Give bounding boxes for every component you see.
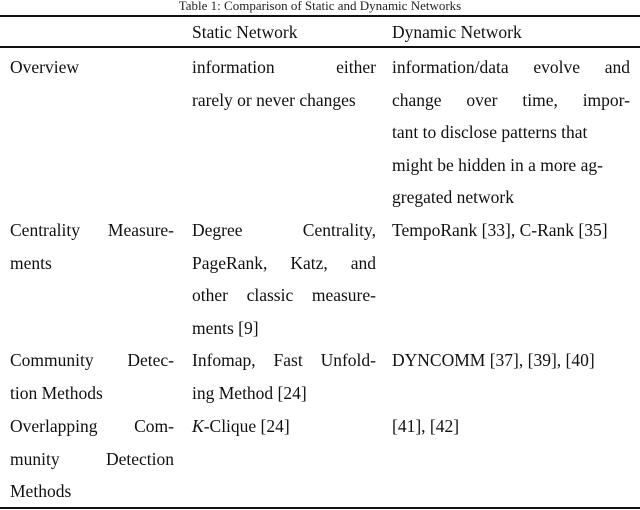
dynamic-centrality-cell [392, 214, 630, 247]
word: over [466, 89, 498, 110]
word: Measure- [107, 220, 174, 240]
row-label-overview [10, 51, 174, 84]
text-line [392, 51, 630, 84]
label-line: Overview [10, 57, 80, 77]
text-line: tant to disclose patterns that [392, 122, 588, 142]
word: Unfold- [320, 350, 376, 370]
word: Community [10, 350, 94, 370]
word: Infomap, [192, 350, 256, 370]
word: measure- [311, 285, 376, 305]
static-centrality-cell [192, 214, 376, 344]
word: impor- [582, 89, 630, 110]
word: Centrality [10, 220, 80, 240]
label-line [10, 214, 174, 247]
word: Overlapping [10, 416, 98, 436]
word: other [192, 285, 228, 305]
label-line [10, 344, 174, 377]
dynamic-overlapping-cell [392, 410, 630, 443]
word: and [604, 57, 630, 77]
text-line [392, 84, 630, 117]
text-line [192, 51, 376, 84]
word: change [392, 89, 442, 110]
word: time, [522, 89, 558, 110]
text-line [192, 214, 376, 247]
static-overview-cell [192, 51, 376, 116]
text-line: ments [9] [192, 317, 259, 338]
static-community-cell [192, 344, 376, 409]
text-line: [41], [42] [392, 416, 460, 436]
text-line: DYNCOMM [37], [39], [40] [392, 350, 595, 370]
text-line: TempoRank [33], C-Rank [35] [392, 220, 608, 240]
static-overlapping-cell [192, 410, 376, 443]
word: classic [246, 285, 294, 305]
text-line [192, 247, 376, 280]
label-line: ments [10, 252, 52, 273]
word: Detec- [127, 350, 174, 370]
dynamic-community-cell [392, 344, 630, 377]
label-line [10, 410, 174, 443]
header-dynamic-network: Dynamic Network [392, 22, 522, 42]
word: Degree [192, 220, 243, 240]
label-line: Methods [10, 481, 72, 501]
word: and [350, 252, 376, 273]
label-line [10, 443, 174, 476]
word: munity [10, 448, 60, 469]
header-static-network: Static Network [192, 22, 298, 42]
text-line [192, 344, 376, 377]
dynamic-overview-cell [392, 51, 630, 214]
header-rule [0, 46, 640, 48]
text-line: might be hidden in a more ag- [392, 154, 603, 175]
label-line: tion Methods [10, 382, 103, 403]
word: information/data [392, 57, 509, 77]
text-line: ing Method [24] [192, 382, 307, 403]
bottom-rule [0, 507, 640, 509]
row-label-community-detection [10, 344, 174, 409]
row-label-overlapping-community [10, 410, 174, 508]
row-label-centrality [10, 214, 174, 279]
word: evolve [533, 57, 580, 77]
word: Fast [273, 350, 303, 370]
word: PageRank, [192, 252, 268, 273]
text-line [192, 410, 376, 443]
word: Katz, [290, 252, 328, 273]
table-caption: Table 1: Comparison of Static and Dynamic Networks [178, 0, 462, 13]
word: either [336, 57, 376, 77]
text-line [192, 279, 376, 312]
word: information [192, 57, 275, 77]
word: Com- [134, 416, 174, 436]
text-line: rarely or never changes [192, 89, 356, 110]
math-k: K [192, 416, 204, 436]
word: Centrality, [302, 220, 376, 240]
word: -Clique [24] [203, 416, 290, 436]
text-line: gregated network [392, 187, 514, 207]
word: Detection [105, 448, 174, 469]
